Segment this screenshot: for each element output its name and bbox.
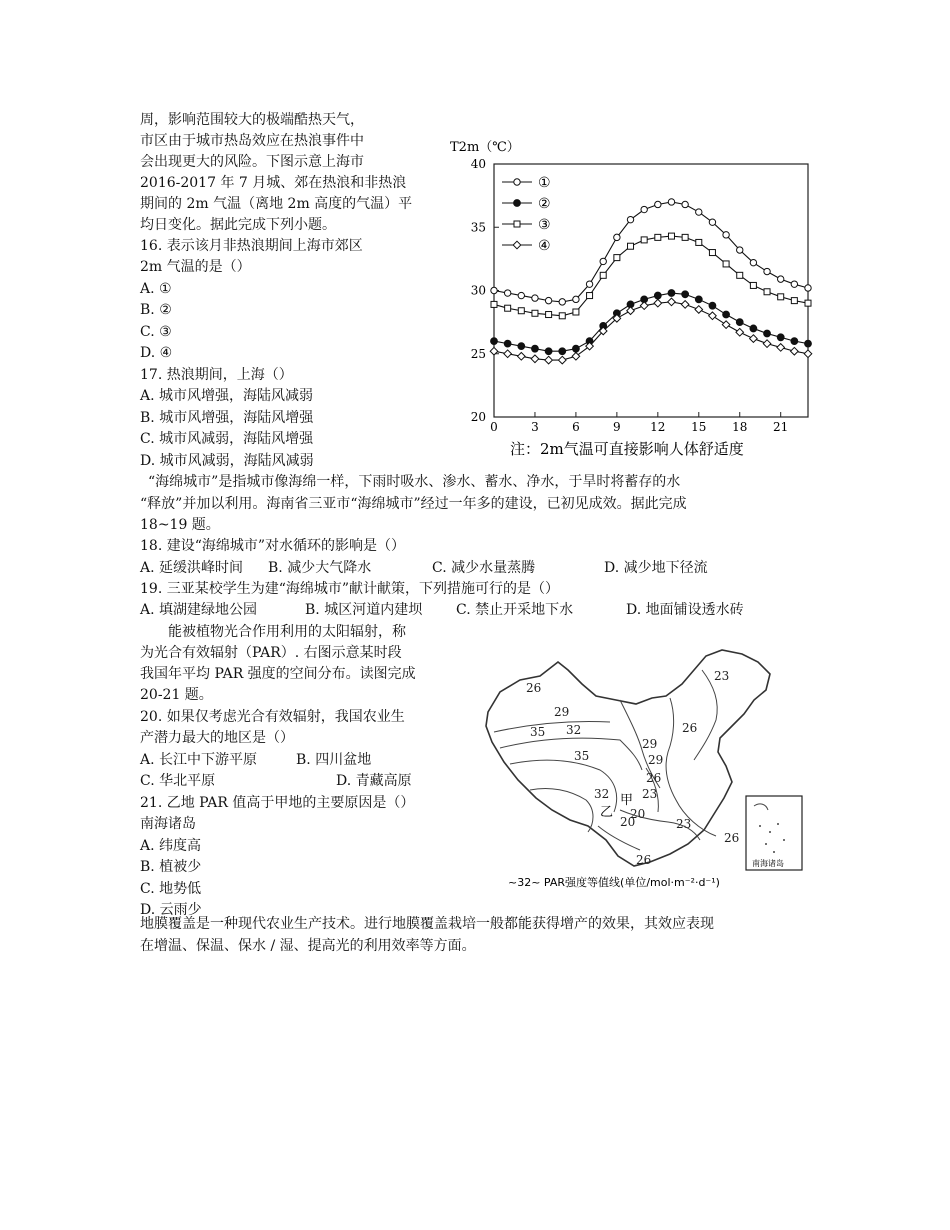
data-point: [545, 297, 551, 303]
par-intro-line-3: 我国年平均 PAR 强度的空间分布。读图完成: [140, 666, 416, 682]
contour-label: 32: [566, 723, 582, 737]
data-point: [709, 302, 716, 309]
contour-label: 35: [574, 749, 590, 763]
q19-option-a[interactable]: A. 填湖建绿地公园: [140, 602, 258, 618]
par-contour-map: [470, 640, 820, 890]
data-point: [778, 294, 784, 300]
intro-line-6: 均日变化。据此完成下列小题。: [140, 217, 336, 233]
series-4: [490, 298, 812, 364]
contour-label: 23: [714, 669, 730, 683]
q20-stem-line-1: 20. 如果仅考虑光合有效辐射，我国农业生: [140, 709, 405, 725]
data-point: [750, 325, 757, 332]
q16-stem-line-1: 16. 表示该月非热浪期间上海市郊区: [140, 238, 363, 254]
film-line-1: 地膜覆盖是一种现代农业生产技术。进行地膜覆盖栽培一般都能获得增产的效果，其效应表现: [140, 916, 714, 932]
legend-label: ③: [538, 217, 551, 233]
data-point: [750, 259, 756, 265]
legend-marker: [514, 221, 520, 227]
x-tick-label: 9: [613, 420, 621, 434]
data-point: [668, 298, 676, 306]
sponge-intro-line-2: “释放”并加以利用。海南省三亚市“海绵城市”经过一年多的建设，已初见成效。据此完成: [140, 496, 687, 512]
data-point: [750, 282, 756, 288]
data-point: [696, 209, 702, 215]
x-tick-label: 18: [732, 420, 748, 434]
data-point: [628, 243, 634, 249]
legend-marker: [513, 241, 521, 249]
data-point: [641, 237, 647, 243]
data-point: [641, 206, 647, 212]
data-point: [737, 247, 743, 253]
x-tick-label: 21: [773, 420, 789, 434]
chart-y-axis-label: T2m（℃）: [450, 140, 520, 155]
contour-label: 26: [636, 853, 652, 867]
place-label-yi: 乙: [600, 805, 614, 820]
temperature-chart: [450, 128, 820, 460]
contour-label: 20: [630, 807, 646, 821]
data-point: [518, 352, 526, 360]
data-point: [750, 335, 758, 343]
data-point: [532, 310, 538, 316]
data-point: [546, 312, 552, 318]
y-tick-label: 20: [470, 410, 486, 424]
data-point: [764, 289, 770, 295]
q17-stem: 17. 热浪期间，上海（）: [140, 367, 293, 383]
data-point: [491, 338, 498, 345]
q16-option-b[interactable]: B. ②: [140, 302, 172, 318]
data-point: [518, 308, 524, 314]
data-point: [504, 350, 512, 358]
contour-label: 20: [620, 815, 636, 829]
legend-label: ④: [538, 238, 551, 254]
par-intro-line-1: 能被植物光合作用利用的太阳辐射，称: [168, 624, 406, 640]
q17-option-a[interactable]: A. 城市风增强，海陆风减弱: [140, 388, 314, 404]
q21-option-b[interactable]: B. 植被少: [140, 859, 202, 875]
data-point: [723, 311, 730, 318]
data-point: [627, 216, 633, 222]
series-line: [494, 293, 808, 351]
data-point: [614, 234, 620, 240]
series-2: [491, 290, 812, 355]
data-point: [518, 343, 525, 350]
q19-option-c[interactable]: C. 禁止开采地下水: [456, 602, 574, 618]
data-point: [654, 299, 662, 307]
par-intro-line-4: 20-21 题。: [140, 687, 213, 703]
legend-label: ①: [538, 175, 551, 191]
data-point: [682, 234, 688, 240]
intro-line-1: 周，影响范围较大的极端酷热天气，: [140, 112, 364, 128]
intro-line-4: 2016-2017 年 7 月城、郊在热浪和非热浪: [140, 175, 407, 191]
data-point: [491, 287, 497, 293]
q18-option-a[interactable]: A. 延缓洪峰时间: [140, 560, 244, 576]
data-point: [736, 328, 744, 336]
data-point: [531, 355, 539, 363]
y-tick-label: 25: [470, 346, 486, 361]
legend-marker: [514, 179, 520, 185]
contour-label: 26: [526, 681, 542, 695]
data-point: [559, 348, 566, 355]
data-point: [532, 345, 539, 352]
data-point: [600, 258, 606, 264]
data-point: [668, 233, 674, 239]
data-point: [573, 296, 579, 302]
q19-option-d[interactable]: D. 地面铺设透水砖: [626, 602, 744, 618]
par-intro-line-2: 为光合有效辐射（PAR）. 右图示意某时段: [140, 645, 402, 661]
x-tick-label: 3: [531, 420, 539, 434]
q21-stem-line-1: 21. 乙地 PAR 值高于甲地的主要原因是（）: [140, 795, 415, 811]
data-point: [722, 321, 730, 329]
contour-label: 26: [682, 721, 698, 735]
data-point: [723, 261, 729, 267]
data-point: [777, 344, 785, 352]
q21-stem-line-2: 南海诸岛: [140, 816, 196, 832]
data-point: [709, 250, 715, 256]
data-point: [805, 300, 811, 306]
x-tick-label: 6: [572, 420, 580, 434]
q16-stem-line-2: 2m 气温的是（）: [140, 259, 251, 275]
data-point: [559, 313, 565, 319]
data-point: [696, 239, 702, 245]
x-tick-label: 0: [490, 420, 498, 434]
contour-label: 32: [594, 787, 610, 801]
q21-option-c[interactable]: C. 地势低: [140, 881, 202, 897]
q18-option-b[interactable]: B. 减少大气降水: [268, 560, 372, 576]
data-point: [682, 291, 689, 298]
contour-label: 29: [554, 705, 570, 719]
data-point: [668, 199, 674, 205]
q20-option-c[interactable]: C. 华北平原: [140, 773, 216, 789]
data-point: [655, 201, 661, 207]
data-point: [791, 338, 798, 345]
q18-option-c[interactable]: C. 减少水量蒸腾: [432, 560, 536, 576]
data-point: [777, 334, 784, 341]
q20-option-a[interactable]: A. 长江中下游平原: [140, 752, 258, 768]
x-tick-label: 15: [691, 420, 707, 434]
intro-line-3: 会出现更大的风险。下图示意上海市: [140, 154, 364, 170]
data-point: [545, 348, 552, 355]
q16-option-c[interactable]: C. ③: [140, 324, 172, 340]
legend-marker: [514, 200, 521, 207]
data-point: [709, 312, 717, 320]
map-caption: ~32~ PAR强度等值线(单位/mol·m⁻²·d⁻¹): [508, 876, 720, 889]
data-point: [573, 345, 580, 352]
sponge-intro-line-1: “海绵城市”是指城市像海绵一样，下雨时吸水、渗水、蓄水、净水，于旱时将蓄存的水: [148, 474, 681, 490]
q16-option-a[interactable]: A. ①: [140, 281, 172, 297]
intro-line-2: 市区由于城市热岛效应在热浪事件中: [140, 133, 364, 149]
y-tick-label: 30: [470, 283, 486, 298]
data-point: [654, 292, 661, 299]
q20-stem-line-2: 产潜力最大的地区是（）: [140, 730, 294, 746]
data-point: [573, 309, 579, 315]
data-point: [804, 350, 812, 358]
data-point: [504, 290, 510, 296]
q16-option-d[interactable]: D. ④: [140, 345, 173, 361]
data-point: [504, 340, 511, 347]
legend-label: ②: [538, 196, 551, 212]
data-point: [764, 268, 770, 274]
q18-stem: 18. 建设“海绵城市”对水循环的影响是（）: [140, 538, 406, 554]
chart-note: 注：2m气温可直接影响人体舒适度: [510, 440, 744, 458]
data-point: [668, 290, 675, 297]
data-point: [805, 340, 812, 347]
q17-option-c[interactable]: C. 城市风减弱，海陆风增强: [140, 431, 314, 447]
q19-stem: 19. 三亚某校学生为建“海绵城市”献计献策，下列措施可行的是（）: [140, 581, 560, 597]
data-point: [640, 302, 648, 310]
data-point: [695, 306, 703, 314]
data-point: [764, 330, 771, 337]
data-point: [791, 281, 797, 287]
data-point: [505, 305, 511, 311]
data-point: [709, 219, 715, 225]
data-point: [681, 301, 689, 309]
sponge-intro-line-3: 18~19 题。: [140, 517, 220, 533]
data-point: [655, 234, 661, 240]
data-point: [572, 352, 580, 360]
q20-option-d[interactable]: D. 青藏高原: [336, 773, 412, 789]
data-point: [791, 298, 797, 304]
contour-label: 29: [642, 737, 658, 751]
place-label-jia: 甲: [620, 793, 634, 808]
data-point: [532, 295, 538, 301]
y-tick-label: 35: [470, 220, 486, 235]
data-point: [587, 293, 593, 299]
south-china-sea-inset: [746, 796, 802, 870]
data-point: [777, 276, 783, 282]
data-point: [518, 292, 524, 298]
q17-option-d[interactable]: D. 城市风减弱，海陆风减弱: [140, 453, 314, 469]
data-point: [723, 232, 729, 238]
q17-option-b[interactable]: B. 城市风增强，海陆风增强: [140, 410, 314, 426]
intro-line-5: 期间的 2m 气温（离地 2m 高度的气温）平: [140, 196, 413, 212]
data-point: [627, 307, 635, 315]
data-point: [558, 356, 566, 364]
contour-label: 35: [530, 725, 546, 739]
x-tick-label: 12: [650, 420, 666, 434]
q21-option-a[interactable]: A. 纬度高: [140, 838, 202, 854]
film-line-2: 在增温、保温、保水 / 湿、提高光的利用效率等方面。: [140, 938, 476, 954]
data-point: [600, 272, 606, 278]
data-point: [791, 347, 799, 355]
q20-option-b[interactable]: B. 四川盆地: [296, 752, 372, 768]
data-point: [682, 201, 688, 207]
data-point: [545, 356, 553, 364]
q21-option-d[interactable]: D. 云雨少: [140, 902, 202, 918]
data-point: [586, 281, 592, 287]
data-point: [805, 285, 811, 291]
contour-label: 23: [642, 787, 658, 801]
data-point: [763, 340, 771, 348]
contour-label: 29: [648, 753, 664, 767]
inset-label: 南海诸岛: [752, 859, 784, 868]
y-tick-label: 40: [470, 157, 486, 171]
q18-option-d[interactable]: D. 减少地下径流: [604, 560, 708, 576]
contour-label: 23: [676, 817, 692, 831]
contour-label: 26: [646, 771, 662, 785]
q19-option-b[interactable]: B. 城区河道内建坝: [305, 602, 423, 618]
data-point: [737, 272, 743, 278]
data-point: [695, 296, 702, 303]
data-point: [491, 301, 497, 307]
data-point: [736, 319, 743, 326]
data-point: [614, 255, 620, 261]
data-point: [559, 299, 565, 305]
contour-label: 26: [724, 831, 740, 845]
